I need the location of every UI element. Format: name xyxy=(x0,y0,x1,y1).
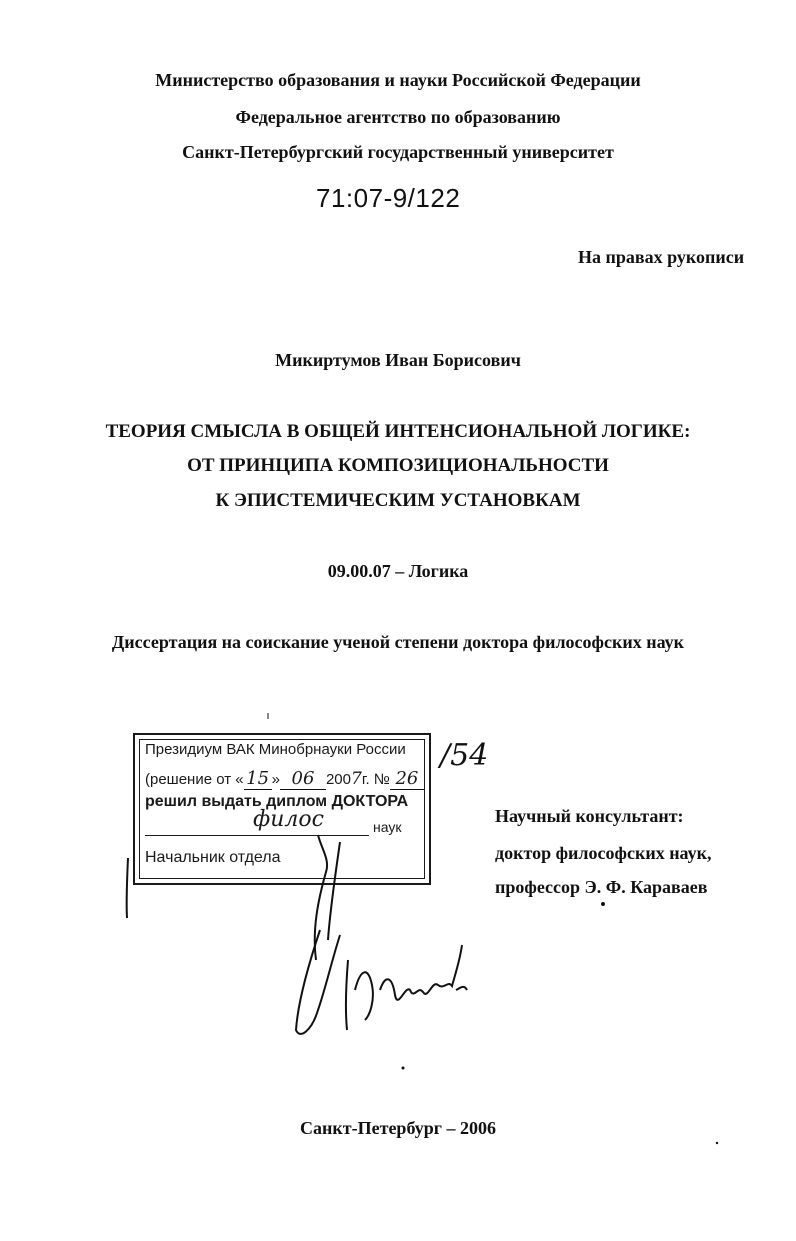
stamp-decision-prefix: (решение от « xyxy=(145,771,244,788)
stamp-decision-month: 06 xyxy=(280,768,326,790)
stamp-decision-sep: » xyxy=(271,771,280,788)
title-line-1: ТЕОРИЯ СМЫСЛА В ОБЩЕЙ ИНТЕНСИОНАЛЬНОЙ ЛОГИКЕ: xyxy=(105,421,691,442)
stamp-diploma-line: решил выдать диплом ДОКТОРА xyxy=(145,793,409,810)
university-heading: Санкт-Петербургский государственный университет xyxy=(182,142,614,162)
stamp-field-underline xyxy=(145,835,369,836)
specialty-code: 09.00.07 – Логика xyxy=(327,561,469,581)
ink-dot-3 xyxy=(716,1142,718,1144)
vak-stamp xyxy=(133,733,431,885)
signature-stroke-6 xyxy=(380,945,462,1000)
consultant-label: Научный консультант: xyxy=(495,806,684,826)
stamp-decision-year-digit: 7 xyxy=(351,769,362,789)
manuscript-note: На правах рукописи xyxy=(578,247,745,267)
ink-dot-1 xyxy=(601,902,605,906)
signature-stroke-7 xyxy=(456,987,467,990)
stamp-decision-day: 15 xyxy=(244,768,272,790)
stamp-decision-number: 26 xyxy=(390,768,424,790)
title-line-2: ОТ ПРИНЦИПА КОМПОЗИЦИОНАЛЬНОСТИ xyxy=(187,455,609,476)
ministry-heading: Министерство образования и науки Российской Федерации xyxy=(155,70,641,90)
consultant-degree: доктор философских наук, xyxy=(495,843,712,863)
stamp-head-of-department: Начальник отдела xyxy=(145,849,281,866)
stamp-side-note: /54 xyxy=(440,738,489,773)
stamp-field-handwritten: филос xyxy=(253,807,324,832)
signature-stroke-3 xyxy=(296,930,340,1034)
catalog-code: 71:07-9/122 xyxy=(316,183,461,213)
agency-heading: Федеральное агентство по образованию xyxy=(235,107,561,127)
stamp-decision-year-prefix: 200 xyxy=(325,771,351,788)
consultant-name: профессор Э. Ф. Караваев xyxy=(495,877,708,897)
stamp-decision-year-suffix: г. № xyxy=(361,771,390,788)
ink-dot-2 xyxy=(402,1067,405,1070)
signature-stroke-4 xyxy=(346,960,348,1030)
dissertation-type: Диссертация на соискание ученой степени доктора философских наук xyxy=(111,632,685,652)
signature-stroke-5 xyxy=(355,972,373,1020)
city-year: Санкт-Петербург – 2006 xyxy=(300,1118,496,1138)
author-name: Микиртумов Иван Борисович xyxy=(275,350,521,370)
margin-stroke xyxy=(127,858,128,918)
stamp-presidium-line: Президиум ВАК Минобрнауки России xyxy=(145,741,406,758)
stamp-decision-line xyxy=(145,768,424,790)
stamp-field-suffix: наук xyxy=(373,819,402,835)
title-line-3: К ЭПИСТЕМИЧЕСКИМ УСТАНОВКАМ xyxy=(215,490,581,511)
